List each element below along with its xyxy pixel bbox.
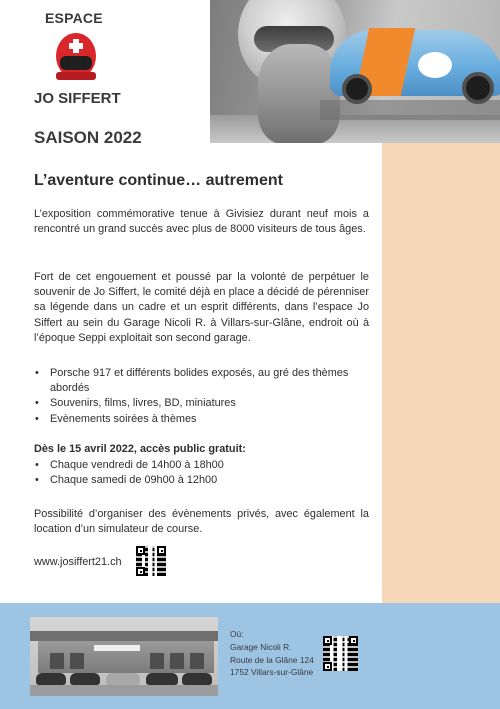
list-item: • Souvenirs, films, livres, BD, miniatures <box>34 396 369 411</box>
qr-finder-mark <box>323 636 332 645</box>
garage-photo <box>30 617 218 696</box>
website-link[interactable]: www.josiffert21.ch <box>34 556 122 568</box>
qr-code-icon[interactable] <box>323 636 358 671</box>
access-title: Dès le 15 avril 2022, accès public gratuit: <box>34 443 246 455</box>
list-item: • Evènements soirées à thèmes <box>34 412 369 427</box>
qr-code-icon[interactable] <box>136 546 166 576</box>
qr-finder-mark <box>157 546 166 555</box>
list-item: • Chaque vendredi de 14h00 à 18h00 <box>34 458 369 473</box>
qr-finder-mark <box>136 546 145 555</box>
history-paragraph: Fort de cet engouement et poussé par la volonté de perpétuer le souvenir de Jo Siffert, le comité déjà en place a décidé de pérenniser sa légende dans un cadre et un esprit différents, dans l’espace Jo Siffert au sein du Garage Nicoli R. à Villars-sur-Glâne, endroit où à l’époque Seppi exploitait son second garage. <box>34 271 369 344</box>
qr-finder-mark <box>136 567 145 576</box>
garage-window <box>150 653 164 669</box>
parked-car <box>36 673 66 685</box>
private-events-paragraph: Possibilité d’organiser des évènements privés, avec également la location d’un simulateur de course. <box>34 508 369 536</box>
hero-photo <box>210 0 500 143</box>
intro-paragraph: L’exposition commémorative tenue à Givisiez durant neuf mois a rencontré un grand succès avec plus de 8000 visiteurs de tous âges. <box>34 208 369 236</box>
race-car-front-wheel <box>462 72 494 104</box>
parked-car <box>146 673 178 685</box>
race-car-rear-wheel <box>342 74 372 104</box>
race-car-number-roundel <box>418 52 452 78</box>
qr-finder-mark <box>349 636 358 645</box>
garage-forecourt <box>30 685 218 696</box>
driver-face <box>258 44 340 143</box>
season-title: SAISON 2022 <box>34 128 142 147</box>
logo-bottom-text: JO SIFFERT <box>34 90 121 107</box>
list-item: • Chaque samedi de 09h00 à 12h00 <box>34 473 369 488</box>
garage-window <box>70 653 84 669</box>
garage-window <box>170 653 184 669</box>
headline: L’aventure continue… autrement <box>34 172 283 189</box>
address-block <box>230 628 314 679</box>
qr-finder-mark <box>323 662 332 671</box>
logo-top-text: ESPACE <box>45 10 103 26</box>
garage-window <box>190 653 204 669</box>
list-item: • Porsche 917 et différents bolides exposés, au gré des thèmes abordés <box>34 366 369 396</box>
opening-hours-list <box>34 458 369 488</box>
garage-sign <box>94 645 140 651</box>
address-label: Où: <box>230 629 244 639</box>
helmet-logo-icon <box>54 32 98 84</box>
address-line: 1752 Villars-sur-Glâne <box>230 667 314 678</box>
parked-car <box>106 673 140 685</box>
peach-side-panel <box>382 143 500 603</box>
address-line: Garage Nicoli R. <box>230 641 292 652</box>
garage-roof <box>30 631 218 641</box>
address-line: Route de la Glâne 124 <box>230 654 314 665</box>
parked-car <box>70 673 100 685</box>
features-list <box>34 366 369 427</box>
parked-car <box>182 673 212 685</box>
garage-window <box>50 653 64 669</box>
